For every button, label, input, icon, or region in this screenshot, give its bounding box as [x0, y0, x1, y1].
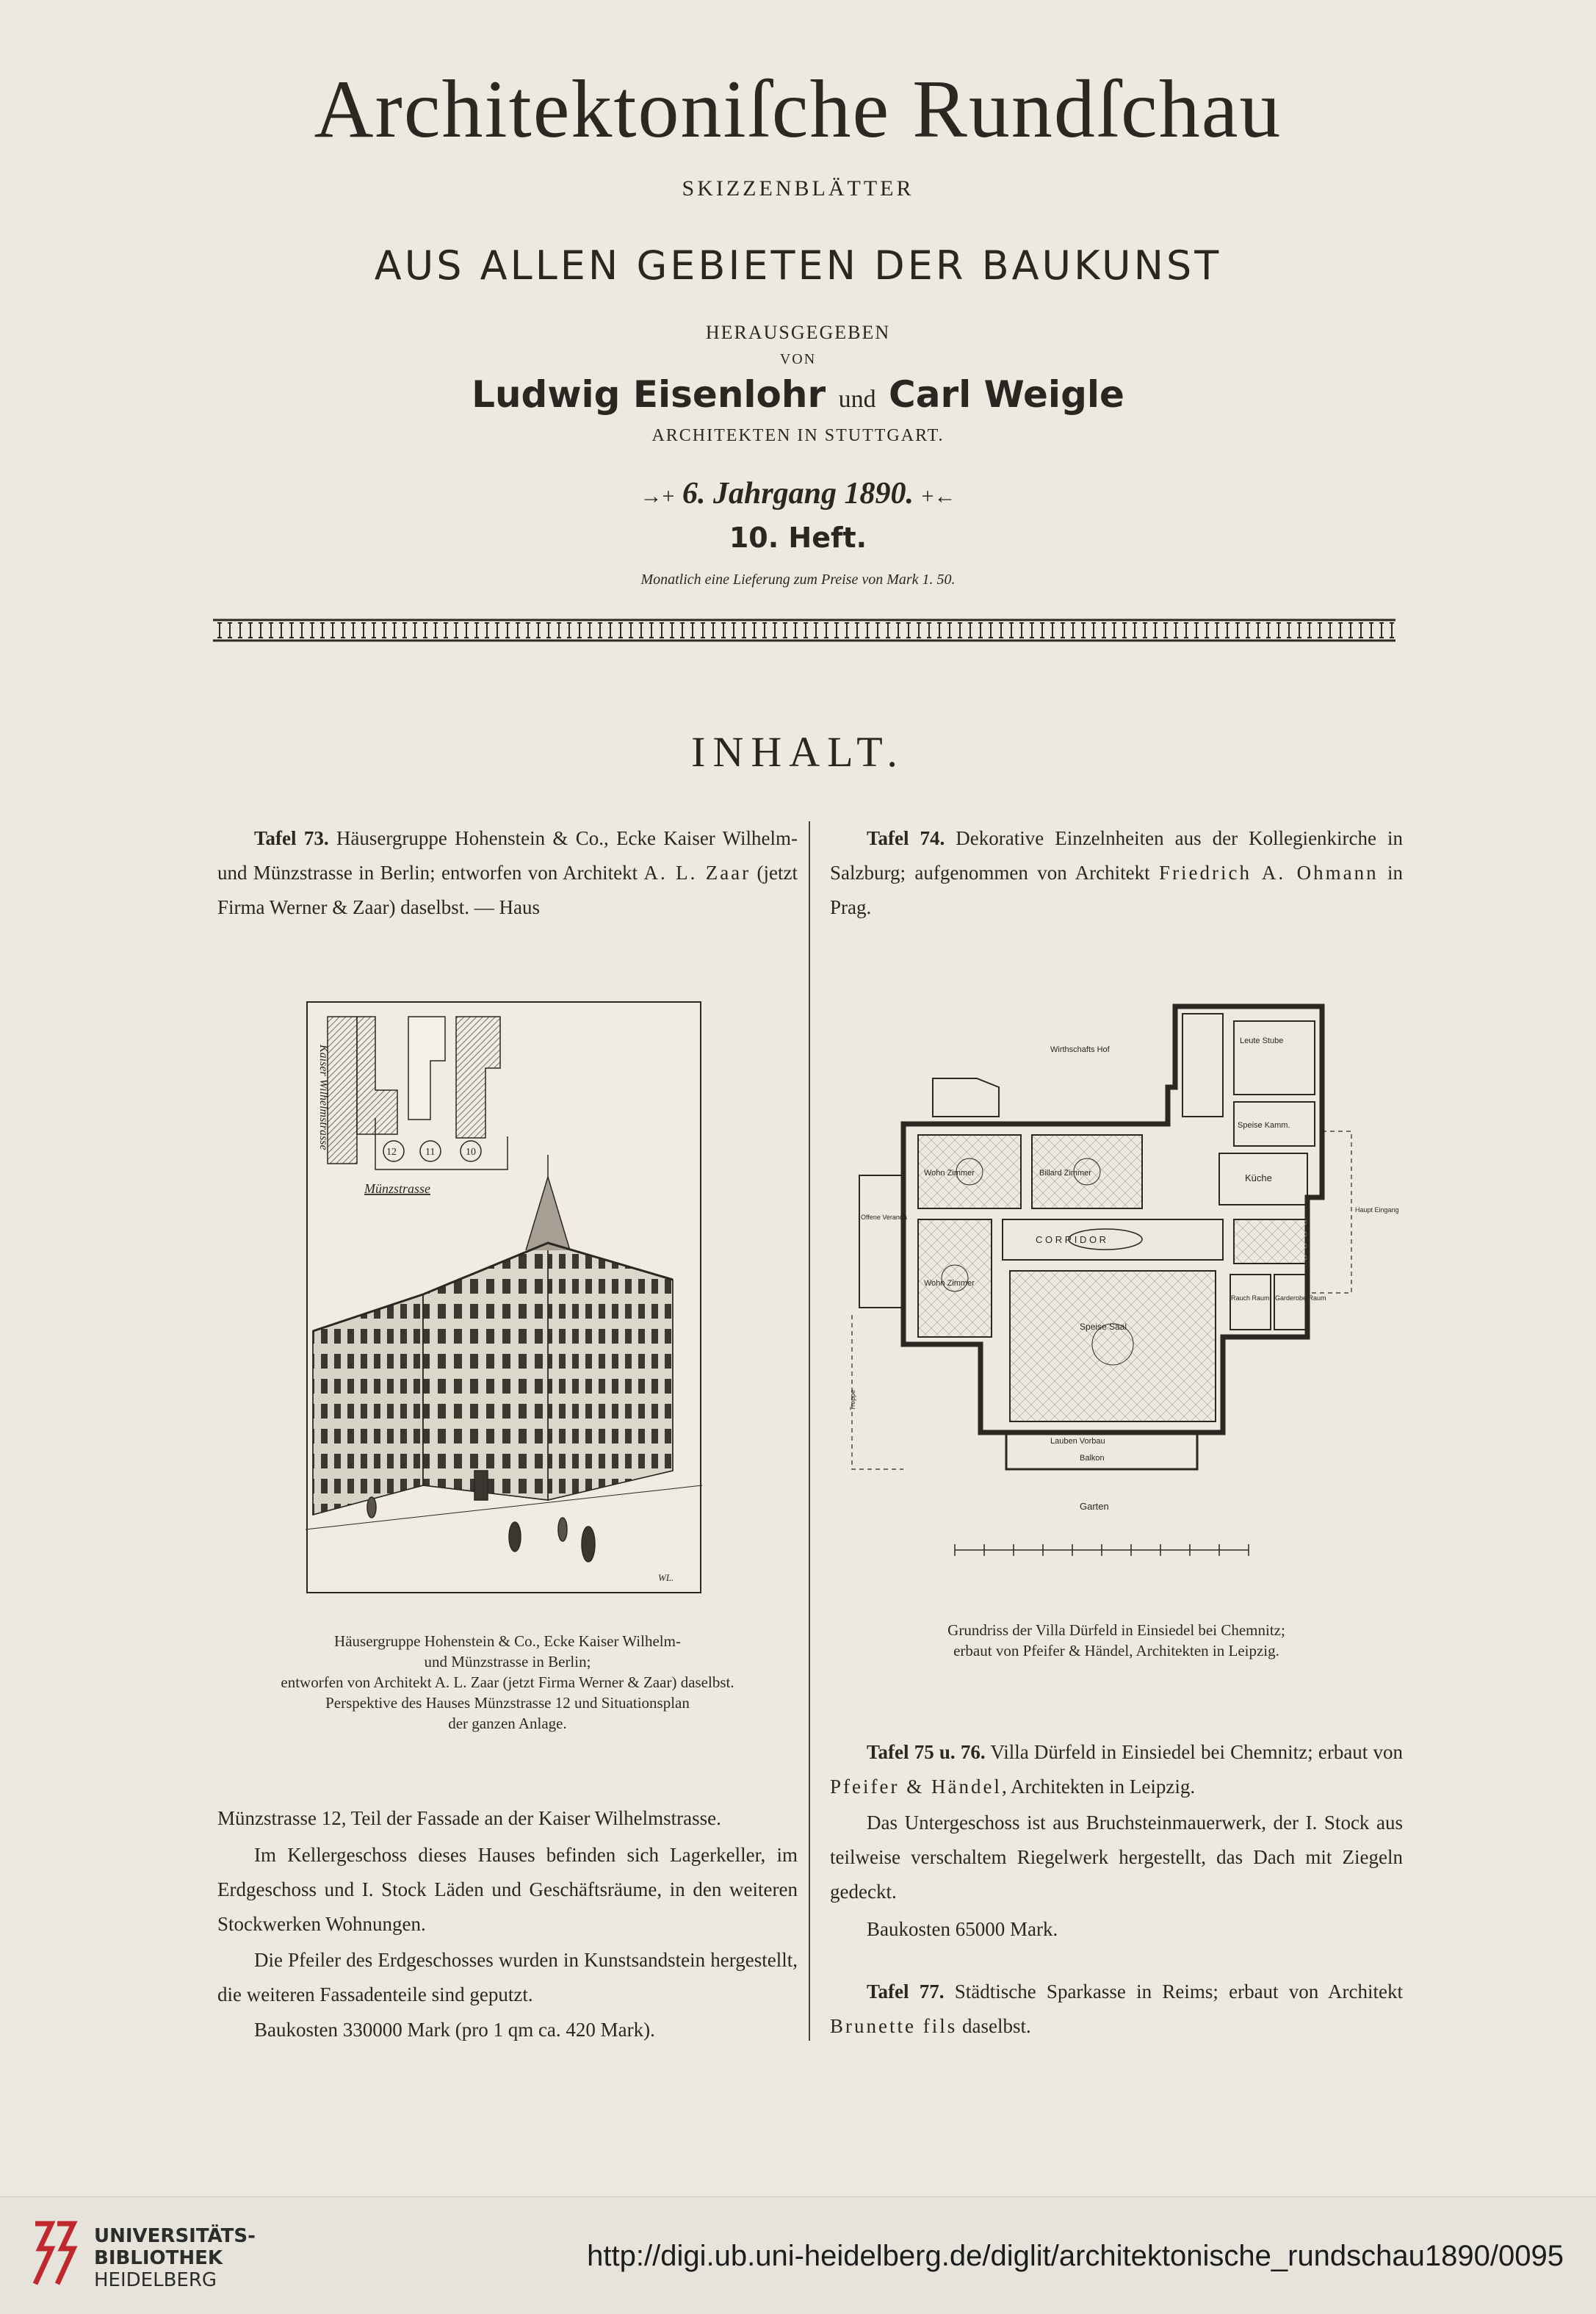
- tafel-74-entry: Tafel 74. Dekorative Einzelnheiten aus der Kollegienkirche in Salzburg; aufgenommen von Architekt Friedrich A. Ohmann in Prag.: [830, 827, 1404, 918]
- label-rauch: Rauch Raum: [1231, 1294, 1270, 1302]
- street-label-muenz: Münzstrasse: [364, 1181, 431, 1196]
- label-offene-veranda: Offene Veranda: [861, 1214, 907, 1221]
- right-paragraph-1: Das Untergeschoss ist aus Bruchsteinmauerwerk, der I. Stock aus teilweise verschaltem Riegelwerk hergestellt, das Dach mit Ziegeln gedeckt.: [830, 1812, 1403, 1903]
- tafel-75-76-entry: Tafel 75 u. 76. Villa Dürfeld in Einsiedel bei Chemnitz; erbaut von Pfeifer & Händel, Architekten in Leipzig.: [830, 1741, 1403, 1798]
- label-wohn-zimmer-2: Wohn Zimmer: [924, 1279, 975, 1288]
- label-garten: Garten: [1080, 1501, 1109, 1512]
- tafel-74-label: Tafel 74.: [867, 827, 945, 849]
- label-haupt-eingang: Haupt Eingang: [1355, 1206, 1399, 1214]
- ornament-left: →+: [640, 484, 675, 508]
- label-balkon: Balkon: [1080, 1454, 1105, 1463]
- contents-heading: INHALT.: [691, 728, 905, 776]
- year-text: 6. Jahrgang 1890.: [682, 477, 914, 511]
- left-paragraph-4: Baukosten 330000 Mark (pro 1 qm ca. 420 Mark).: [254, 2019, 655, 2041]
- price-note: Monatlich eine Lieferung zum Preise von Mark 1. 50.: [640, 572, 956, 588]
- von-label: VON: [779, 351, 817, 367]
- perspective-illustration: [306, 1001, 702, 1594]
- label-speise-saal: Speise Saal: [1080, 1322, 1127, 1332]
- editors-line: [0, 373, 1596, 416]
- street-label-kaiser: Kaiser Wilhelmstrasse: [317, 1045, 330, 1150]
- label-speise-kamm: Speise Kamm.: [1238, 1121, 1290, 1130]
- lot-11: 11: [425, 1147, 436, 1158]
- right-caption: Grundriss der Villa Dürfeld in Einsiedel bei Chemnitz; erbaut von Pfeifer & Händel, Architekten in Leipzig.: [947, 1621, 1285, 1659]
- villa-floor-plan: [837, 999, 1410, 1572]
- ornament-right: +←: [921, 484, 956, 508]
- left-paragraph-1: Münzstrasse 12, Teil der Fassade an der Kaiser Wilhelmstrasse.: [217, 1807, 721, 1829]
- left-caption: Häusergruppe Hohenstein & Co., Ecke Kaiser Wilhelm- und Münzstrasse in Berlin; entworfen von Architekt A. L. Zaar (jetzt Firma Werner & Zaar) daselbst. Perspektive des Hauses Münzstrasse 12 und Situationsplan der ganzen Anlage.: [281, 1632, 734, 1732]
- left-paragraph-3: Die Pfeiler des Erdgeschosses wurden in Kunstsandstein hergestellt, die weiteren Fassadenteile sind geputzt.: [217, 1949, 798, 2005]
- herausgegeben-label: HERAUSGEGEBEN: [705, 322, 891, 343]
- ornamental-border: [213, 617, 1395, 644]
- label-wirtschaftshof: Wirthschafts Hof: [1050, 1045, 1110, 1054]
- label-wohn-zimmer-1: Wohn Zimmer: [924, 1169, 975, 1178]
- source-url-link[interactable]: http://digi.ub.uni-heidelberg.de/diglit/architektonische_rundschau1890/0095: [587, 2240, 1564, 2272]
- label-billard: Billard Zimmer: [1039, 1169, 1091, 1178]
- left-paragraph-2: Im Kellergeschoss dieses Hauses befinden sich Lagerkeller, im Erdgeschoss und I. Stock Läden und Geschäftsräume, in den weiteren Stockwerken Wohnungen.: [217, 1844, 798, 1935]
- lot-10: 10: [466, 1147, 476, 1158]
- lot-12: 12: [386, 1147, 397, 1158]
- editor-1: Ludwig Eisenlohr: [472, 373, 826, 416]
- label-gartentreppe: Treppe: [849, 1389, 856, 1410]
- architects-location: ARCHITEKTEN IN STUTTGART.: [651, 426, 945, 445]
- und-label: und: [838, 386, 876, 413]
- subtitle-baukunst: AUS ALLEN GEBIETEN DER BAUKUNST: [374, 242, 1222, 289]
- column-divider: [809, 821, 810, 2041]
- issue-number: 10. Heft.: [729, 522, 867, 554]
- tafel-77-entry: Tafel 77. Städtische Sparkasse in Reims; erbaut von Architekt Brunette fils daselbst.: [830, 1980, 1403, 2037]
- tafel-77-label: Tafel 77.: [867, 1980, 945, 2003]
- library-logo-icon: [29, 2219, 84, 2289]
- label-leute-stube: Leute Stube: [1240, 1037, 1284, 1045]
- editor-2: Carl Weigle: [889, 373, 1124, 416]
- artist-signature: WL.: [658, 1572, 674, 1583]
- tafel-75-label: Tafel 75 u. 76.: [867, 1741, 986, 1763]
- library-name: UNIVERSITÄTS- BIBLIOTHEK HEIDELBERG: [94, 2225, 256, 2291]
- journal-title: Architektoniſche Rundſchau: [314, 64, 1282, 155]
- label-garderobe: Garderobe Raum: [1275, 1294, 1326, 1302]
- right-paragraph-2: Baukosten 65000 Mark.: [867, 1918, 1058, 1940]
- label-kueche: Küche: [1245, 1172, 1272, 1183]
- digitization-footer: [0, 2196, 1596, 2314]
- tafel-73-entry: Tafel 73. Häusergruppe Hohenstein & Co., Ecke Kaiser Wilhelm- und Münzstrasse in Berlin; entworfen von Architekt A. L. Zaar (jetzt Firma Werner & Zaar) daselbst. — Haus: [217, 827, 798, 918]
- scale-bar: [955, 1544, 1249, 1556]
- tafel-73-label: Tafel 73.: [254, 827, 329, 849]
- subtitle-skizzenblaetter: SKIZZENBLÄTTER: [682, 176, 914, 201]
- label-corridor: C O R R I D O R: [1036, 1234, 1107, 1245]
- volume-year: [0, 476, 1596, 511]
- label-lauben: Lauben Vorbau: [1050, 1437, 1105, 1446]
